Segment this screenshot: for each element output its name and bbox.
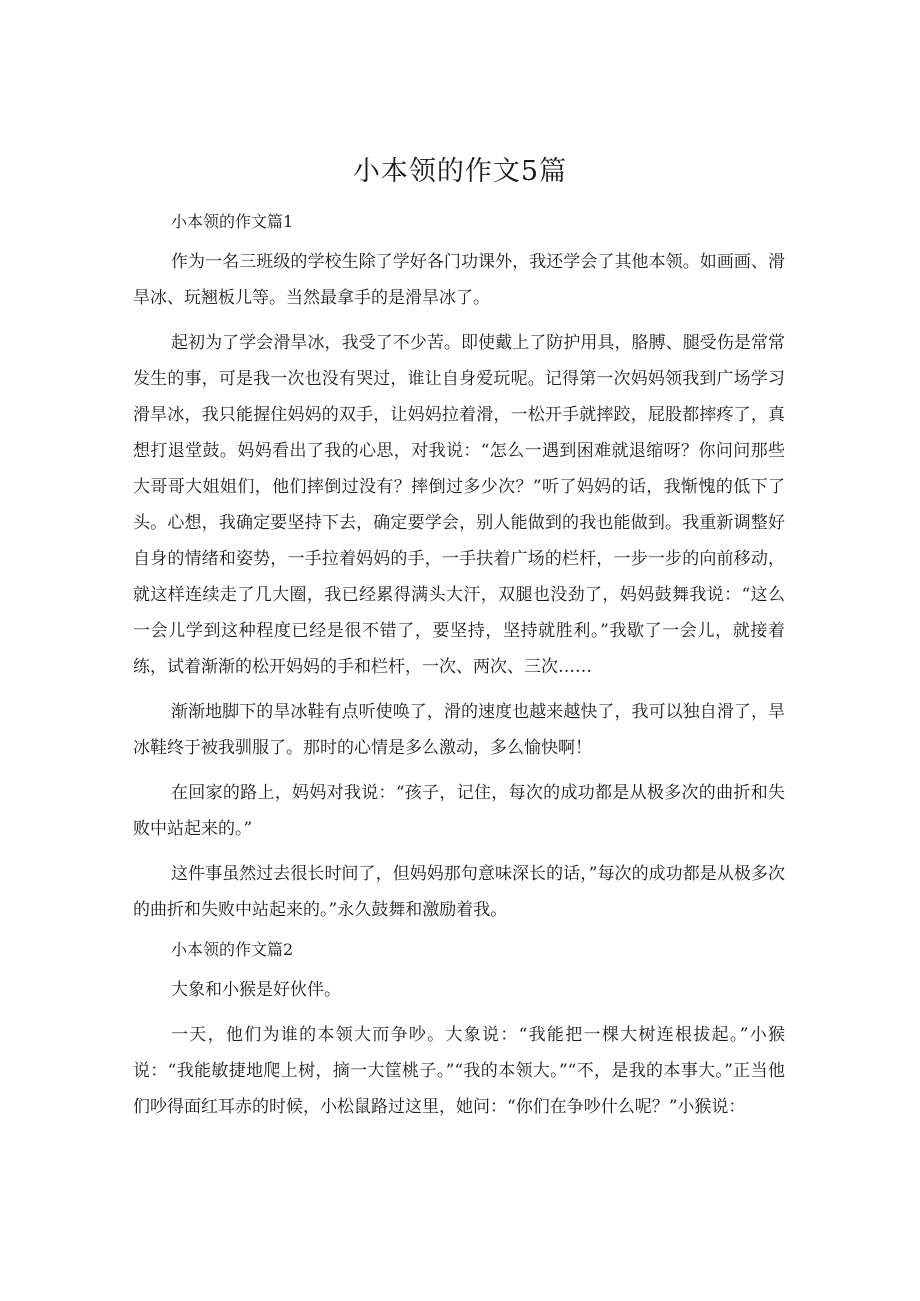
section-heading: 小本领的作文篇2 [171,940,294,959]
paragraph: 作为一名三班级的学校生除了学好各门功课外，我还学会了其他本领。如画画、滑旱冰、玩翘板儿等。当然最拿手的是滑旱冰了。 [133,252,785,308]
section-heading: 小本领的作文篇1 [171,212,294,231]
document-title: 小本领的作文5篇 [352,156,568,187]
paragraph: 大象和小猴是好伙伴。 [171,980,341,1000]
section-2 [133,938,785,1125]
paragraph: 这件事虽然过去很长时间了，但妈妈那句意味深长的话，”每次的成功都是从极多次的曲折和失败中站起来的。”永久鼓舞和激励着我。 [133,864,785,920]
paragraph: 渐渐地脚下的旱冰鞋有点听使唤了，滑的速度也越来越快了，我可以独自滑了，旱冰鞋终于被我驯服了。那时的心情是多么激动，多么愉快啊！ [133,702,785,758]
document-body [133,200,785,1134]
paragraph: 一天，他们为谁的本领大而争吵。大象说：“我能把一棵大树连根拔起。”小猴说：“我能敏捷地爬上树，摘一大筐桃子。”“我的本领大。”“不，是我的本事大。”正当他们吵得面红耳赤的时候，小松鼠路过这里，她问：“你们在争吵什么呢？”小猴说： [133,1025,785,1117]
paragraph: 起初为了学会滑旱冰，我受了不少苦。即使戴上了防护用具，胳膊、腿受伤是常常发生的事，可是我一次也没有哭过，谁让自身爱玩呢。记得第一次妈妈领我到广场学习滑旱冰，我只能握住妈妈的双手，让妈妈拉着滑，一松开手就摔跤，屁股都摔疼了，真想打退堂鼓。妈妈看出了我的心思，对我说：“怎么一遇到困难就退缩呀？你问问那些大哥哥大姐姐们，他们摔倒过没有？摔倒过多少次？”听了妈妈的话，我惭愧的低下了头。心想，我确定要坚持下去，确定要学会，别人能做到的我也能做到。我重新调整好自身的情绪和姿势，一手拉着妈妈的手，一手扶着广场的栏杆，一步一步的向前移动，就这样连续走了几大圈，我已经累得满头大汗，双腿也没劲了，妈妈鼓舞我说：“这么一会儿学到这种程度已经是很不错了，要坚持，坚持就胜利。”我歇了一会儿，就接着练，试着渐渐的松开妈妈的手和栏杆，一次、两次、三次…… [133,333,785,677]
section-1 [133,210,785,928]
paragraph: 在回家的路上，妈妈对我说：“孩子，记住，每次的成功都是从极多次的曲折和失败中站起来的。” [133,783,785,839]
